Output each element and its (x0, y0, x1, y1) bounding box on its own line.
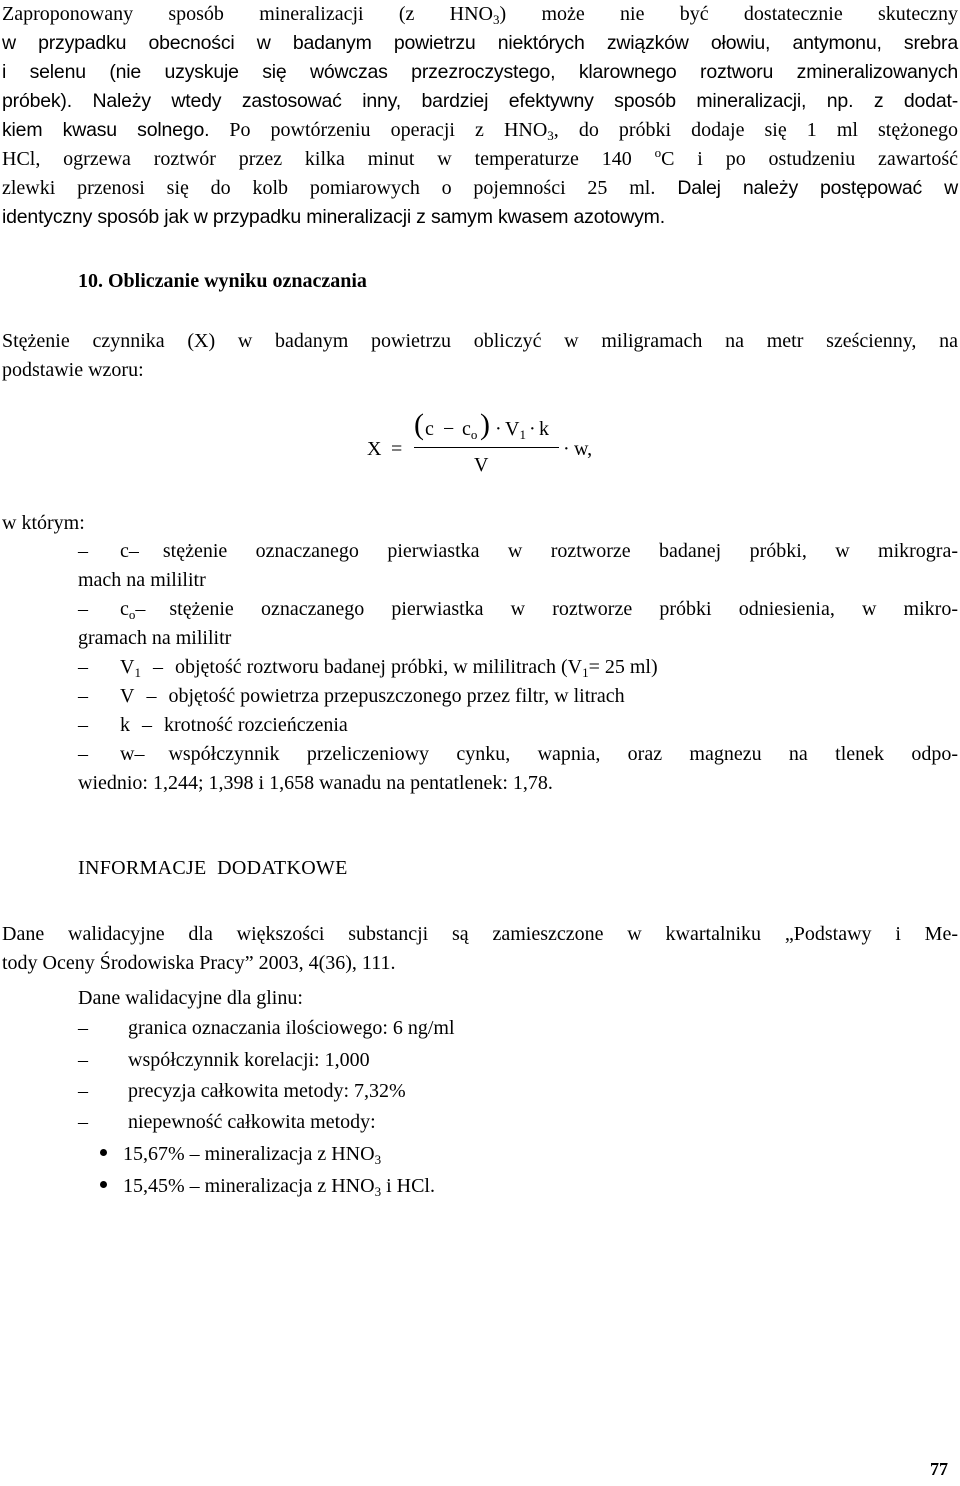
aluminium-subheading: Dane walidacyjne dla glinu: (78, 987, 303, 1009)
paragraph-line: próbek). Należy wtedy zastosować inny, bardziej efektywny sposób mineralizacji, np. z dodat- (2, 90, 958, 112)
fraction-bar (414, 447, 559, 448)
where-label: w którym: (2, 512, 85, 534)
formula-denominator: V (474, 454, 489, 476)
paragraph-line: zlewki przenosi się do kolb pomiarowych o pojemności 25 ml. Dalej należy postępować w (2, 177, 958, 199)
page-number: 77 (930, 1459, 948, 1479)
variable-item-w-cont: wiednio: 1,244; 1,398 i 1,658 wanadu na pentatlenek: 1,78. (78, 772, 553, 794)
variable-item-v: – V – objętość powietrza przepuszczonego przez filtr, w litrach (78, 685, 625, 707)
paragraph-line: w przypadku obecności w badanym powietrzu niektórych związków ołowiu, antymonu, srebra (2, 32, 958, 54)
bullet-item: 15,45% – mineralizacja z $HNO_3$ i HCl. (100, 1172, 435, 1201)
info-list-item: – granica oznaczania ilościowego: 6 ng/ml (78, 1017, 455, 1039)
paragraph-line: tody Oceny Środowiska Pracy” 2003, 4(36), 111. (2, 952, 396, 974)
validation-paragraph (2, 920, 958, 978)
formula (367, 408, 607, 486)
paragraph-line: podstawie wzoru: (2, 359, 144, 381)
paragraph-line: identyczny sposób jak w przypadku mineralizacji z samym kwasem azotowym. (2, 206, 665, 228)
formula-intro (2, 327, 958, 385)
paragraph-line: i selenu (nie uzyskuje się wówczas przezroczystego, klarownego roztworu zmineralizowanych (2, 61, 958, 83)
paragraph-line: HCl, ogrzewa roztwór przez kilka minut w temperaturze 140 $^o$C i po ostudzeniu zawartość (2, 145, 958, 170)
formula-k: k (539, 418, 549, 440)
variable-item-co-cont: gramach na mililitr (78, 627, 232, 649)
formula-equals: = (391, 438, 403, 460)
variable-item-c: – c– stężenie oznaczanego pierwiastka w roztworze badanej próbki, w mikrogra- (78, 540, 958, 562)
paragraph-line: Stężenie czynnika (X) w badanym powietrzu obliczyć w miligramach na metr sześcienny, na (2, 330, 958, 352)
info-list-item: – współczynnik korelacji: 1,000 (78, 1049, 370, 1071)
bullet-dot-icon (100, 1181, 107, 1188)
paragraph-line: kiem kwasu solnego. Po powtórzeniu operacji z $HNO_3$, do próbki dodaje się 1 ml stężonego (2, 119, 958, 143)
additional-info-heading: INFORMACJE DODATKOWE (78, 857, 348, 879)
formula-minus: − (443, 418, 455, 440)
paragraph-line: Zaproponowany sposób mineralizacji (z $HNO_3$) może nie być dostatecznie skuteczny (2, 3, 958, 27)
bullet-dot-icon (100, 1149, 107, 1156)
bullet-item: 15,67% – mineralizacja z $HNO_3$ (100, 1140, 381, 1169)
variable-item-v1: – $V_1$ – objętość roztworu badanej próbki, w mililitrach ($V_1= 25$ ml) (78, 656, 658, 680)
formula-co: $c_o$ (462, 418, 478, 442)
info-list-item: – precyzja całkowita metody: 7,32% (78, 1080, 406, 1102)
variable-item-k: – k – krotność rozcieńczenia (78, 714, 348, 736)
formula-v1: $V_1$ (505, 418, 526, 442)
formula-lhs: X (367, 438, 382, 460)
formula-dot: · (495, 418, 502, 440)
formula-c: c (425, 418, 434, 440)
section-heading: 10. Obliczanie wyniku oznaczania (78, 270, 367, 292)
variable-item-c-cont: mach na mililitr (78, 569, 206, 591)
formula-paren-open: ( (414, 408, 424, 441)
formula-dot: · (563, 438, 570, 460)
formula-paren-close: ) (480, 408, 490, 441)
variable-item-co: – $c_o-$ stężenie oznaczanego pierwiastka w roztworze próbki odniesienia, w mikro- (78, 598, 958, 622)
formula-w: w, (574, 438, 593, 460)
info-list-item: – niepewność całkowita metody: (78, 1111, 376, 1133)
paragraph-line: Dane walidacyjne dla większości substancji są zamieszczone w kwartalniku „Podstawy i Me- (2, 923, 958, 945)
variable-item-w: – w– współczynnik przeliczeniowy cynku, wapnia, oraz magnezu na tlenek odpo- (78, 743, 958, 765)
formula-dot: · (529, 418, 536, 440)
mineralization-paragraph (2, 0, 958, 232)
